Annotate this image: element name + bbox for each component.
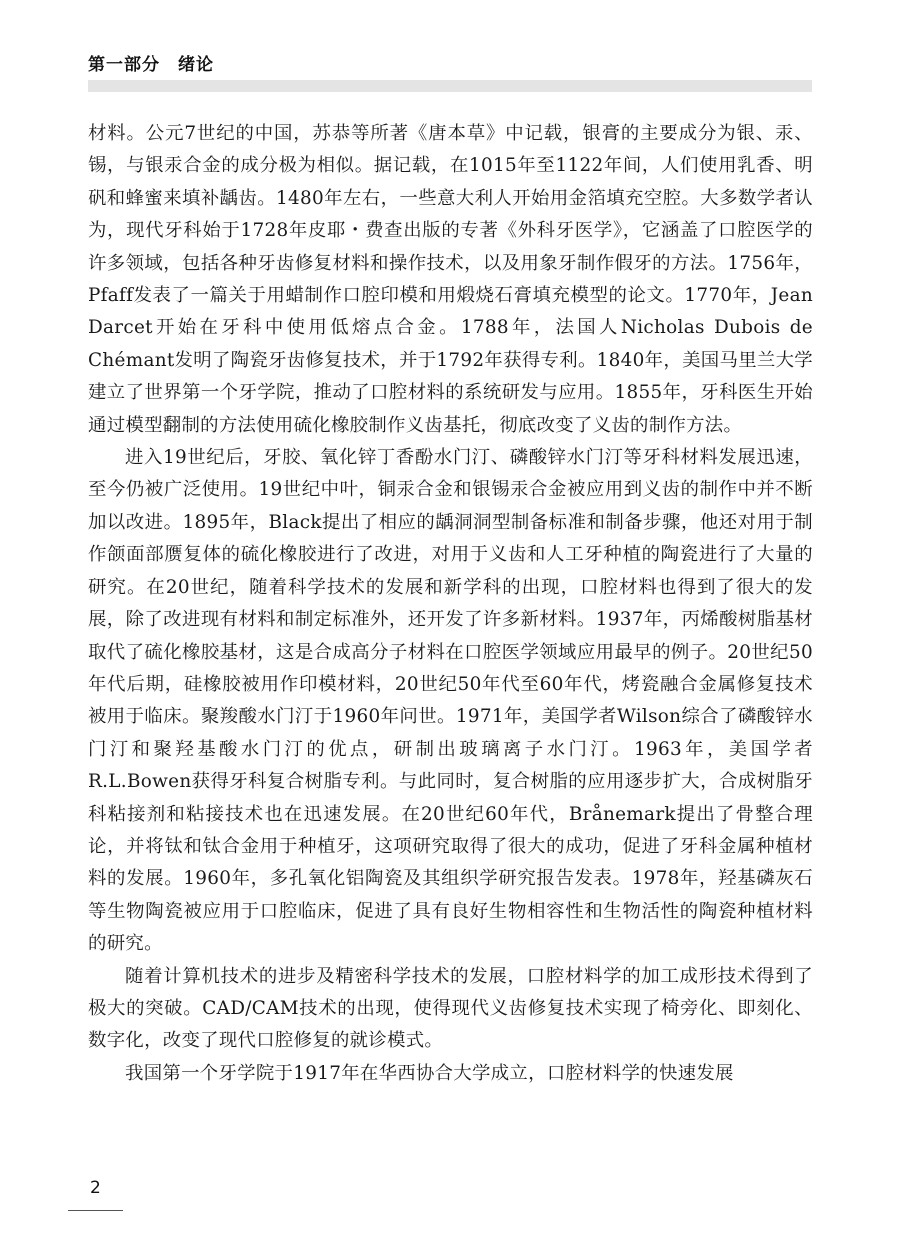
- paragraph-china-dental-school: 我国第一个牙学院于1917年在华西协合大学成立，口腔材料学的快速发展: [125, 1062, 734, 1084]
- running-header: 第一部分 绪论: [88, 55, 214, 75]
- header-divider-bar: [88, 80, 812, 92]
- page-number: 2: [90, 1178, 101, 1198]
- body-text: [88, 118, 813, 1090]
- paragraph-continued: 材料。公元7世纪的中国，苏恭等所著《唐本草》中记载，银膏的主要成分为银、汞、锡，与银汞合金的成分极为相似。据记载，在1015年至1122年间，人们使用乳香、明矾和蜂蜜来填补龋齿。1480年左右，一些意大利人开始用金箔填充空腔。大多数学者认为，现代牙科始于1728年皮耶・费查出版的专著《外科牙医学》，它涵盖了口腔医学的许多领域，包括各种牙齿修复材料和操作技术，以及用象牙制作假牙的方法。1756年，Pfaff发表了一篇关于用蜡制作口腔印模和用煅烧石膏填充模型的论文。1770年，Jean Darcet开始在牙科中使用低熔点合金。1788年，法国人Nicholas Dubois de Chémant发明了陶瓷牙齿修复技术，并于1792年获得专利。1840年，美国马里兰大学建立了世界第一个牙学院，推动了口腔材料的系统研发与应用。1855年，牙科医生开始通过模型翻制的方法使用硫化橡胶制作义齿基托，彻底改变了义齿的制作方法。: [88, 123, 813, 436]
- paragraph-cad-cam: 随着计算机技术的进步及精密科学技术的发展，口腔材料学的加工成形技术得到了极大的突破。CAD/CAM技术的出现，使得现代义齿修复技术实现了椅旁化、即刻化、数字化，改变了现代口腔修复的就诊模式。: [88, 965, 813, 1052]
- paragraph-19th-century: 进入19世纪后，牙胶、氧化锌丁香酚水门汀、磷酸锌水门汀等牙科材料发展迅速，至今仍被广泛使用。19世纪中叶，铜汞合金和银锡汞合金被应用到义齿的制作中并不断加以改进。1895年，Black提出了相应的龋洞洞型制备标准和制备步骤，他还对用于制作颌面部赝复体的硫化橡胶进行了改进，对用于义齿和人工牙种植的陶瓷进行了大量的研究。在20世纪，随着科学技术的发展和新学科的出现，口腔材料也得到了很大的发展，除了改进现有材料和制定标准外，还开发了许多新材料。1937年，丙烯酸树脂基材取代了硫化橡胶基材，这是合成高分子材料在口腔医学领域应用最早的例子。20世纪50年代后期，硅橡胶被用作印模材料，20世纪50年代至60年代，烤瓷融合金属修复技术被用于临床。聚羧酸水门汀于1960年问世。1971年，美国学者Wilson综合了磷酸锌水门汀和聚羟基酸水门汀的优点，研制出玻璃离子水门汀。1963年，美国学者R.L.Bowen获得牙科复合树脂专利。与此同时，复合树脂的应用逐步扩大，合成树脂牙科粘接剂和粘接技术也在迅速发展。在20世纪60年代，Brånemark提出了骨整合理论，并将钛和钛合金用于种植牙，这项研究取得了很大的成功，促进了牙科金属种植材料的发展。1960年，多孔氧化铝陶瓷及其组织学研究报告发表。1978年，羟基磷灰石等生物陶瓷被应用于口腔临床，促进了具有良好生物相容性和生物活性的陶瓷种植材料的研究。: [88, 447, 813, 955]
- footer-rule: [68, 1210, 123, 1211]
